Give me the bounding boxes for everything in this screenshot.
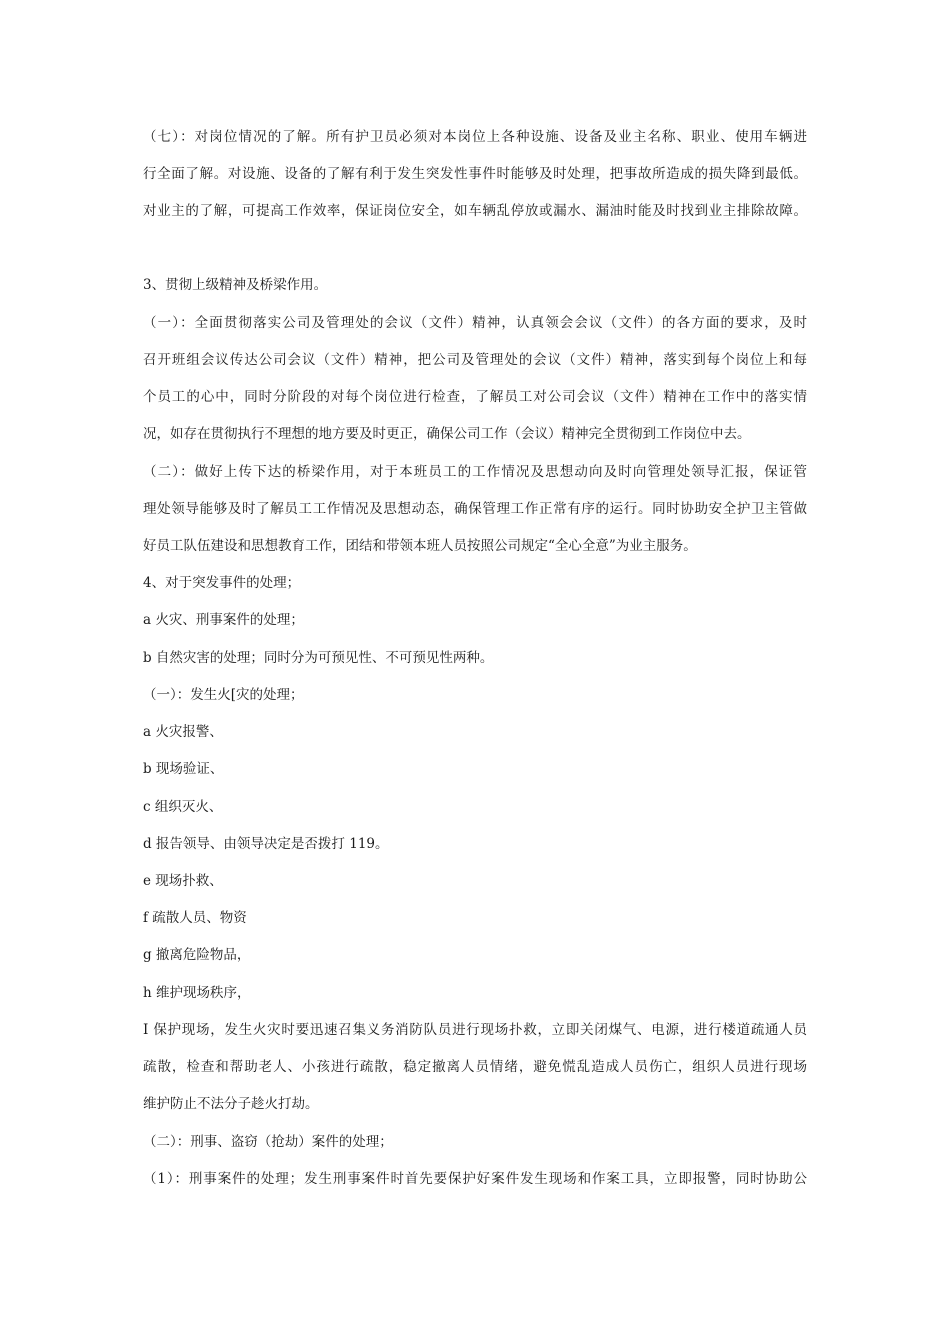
list-item: g 撤离危险物品， xyxy=(143,947,251,963)
list-item: b 现场验证、 xyxy=(143,761,224,777)
paragraph-line: 疏散，检查和帮助老人、小孩进行疏散，稳定撤离人员情绪，避免慌乱造成人员伤亡，组织人员进行现场 xyxy=(143,1059,807,1075)
list-item: d 报告领导、由领导决定是否拨打 119。 xyxy=(143,836,389,852)
list-item: b 自然灾害的处理；同时分为可预见性、不可预见性两种。 xyxy=(143,650,494,666)
paragraph-line: （1）：刑事案件的处理；发生刑事案件时首先要保护好案件发生现场和作案工具，立即报警，同时协助公 xyxy=(143,1171,807,1187)
paragraph-line: 况，如存在贯彻执行不理想的地方要及时更正，确保公司工作（会议）精神完全贯彻到工作岗位中去。 xyxy=(143,426,751,442)
subsection-heading: （一）：发生火[灾的处理； xyxy=(143,687,304,703)
list-item: a 火灾、刑事案件的处理； xyxy=(143,612,304,628)
subsection-heading: （二）：刑事、盗窃（抢劫）案件的处理； xyxy=(143,1134,393,1150)
list-item: e 现场扑救、 xyxy=(143,873,223,889)
paragraph-line: 好员工队伍建设和思想教育工作，团结和带领本班人员按照公司规定“全心全意”为业主服务。 xyxy=(143,538,697,554)
paragraph-line: 理处领导能够及时了解员工工作情况及思想动态，确保管理工作正常有序的运行。同时协助安全护卫主管做 xyxy=(143,501,807,517)
paragraph-line: I 保护现场，发生火灾时要迅速召集义务消防队员进行现场扑救，立即关闭煤气、电源，进行楼道疏通人员 xyxy=(143,1022,807,1038)
section-heading: 3、贯彻上级精神及桥梁作用。 xyxy=(143,277,328,293)
paragraph-line: （二）：做好上传下达的桥梁作用，对于本班员工的工作情况及思想动向及时向管理处领导汇报，保证管 xyxy=(143,464,807,480)
paragraph-line: 对业主的了解，可提高工作效率，保证岗位安全，如车辆乱停放或漏水、漏油时能及时找到业主排除故障。 xyxy=(143,203,807,219)
paragraph-line: 召开班组会议传达公司会议（文件）精神，把公司及管理处的会议（文件）精神，落实到每个岗位上和每 xyxy=(143,352,807,368)
paragraph-line: （七）：对岗位情况的了解。所有护卫员必须对本岗位上各种设施、设备及业主名称、职业、使用车辆进 xyxy=(143,129,807,145)
list-item: a 火灾报警、 xyxy=(143,724,223,740)
section-heading: 4、对于突发事件的处理； xyxy=(143,575,301,591)
list-item: c 组织灭火、 xyxy=(143,799,223,815)
list-item: h 维护现场秩序， xyxy=(143,985,251,1001)
paragraph-line: 个员工的心中，同时分阶段的对每个岗位进行检查，了解员工对公司会议（文件）精神在工作中的落实情 xyxy=(143,389,807,405)
paragraph-line: 维护防止不法分子趁火打劫。 xyxy=(143,1096,319,1112)
list-item: f 疏散人员、物资 xyxy=(143,910,247,926)
paragraph-line: 行全面了解。对设施、设备的了解有利于发生突发性事件时能够及时处理，把事故所造成的损失降到最低。 xyxy=(143,166,807,182)
paragraph-line: （一）：全面贯彻落实公司及管理处的会议（文件）精神，认真领会会议（文件）的各方面的要求，及时 xyxy=(143,315,807,331)
